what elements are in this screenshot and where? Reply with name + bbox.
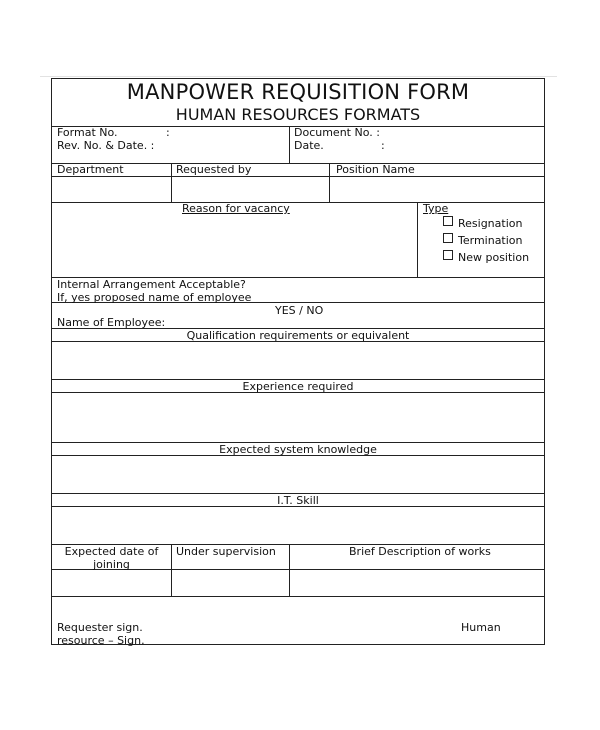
divider-row1-labels — [52, 176, 544, 177]
manpower-requisition-form — [51, 78, 545, 645]
format-no-label: Format No. — [57, 126, 118, 139]
internal-arrangement-label: Internal Arrangement Acceptable? — [57, 278, 246, 291]
form-title: MANPOWER REQUISITION FORM — [126, 80, 470, 104]
name-of-employee-label: Name of Employee: — [57, 316, 166, 329]
type-label: Type — [423, 202, 449, 215]
row1-split-2 — [329, 163, 330, 202]
termination-checkbox[interactable] — [443, 233, 453, 243]
yes-no-label: YES / NO — [275, 304, 324, 317]
page-top-rule — [40, 76, 557, 77]
rev-no-date-label: Rev. No. & Date. : — [57, 139, 155, 152]
header-split — [289, 126, 290, 163]
form-subtitle: HUMAN RESOURCES FORMATS — [175, 105, 421, 124]
human-label: Human — [461, 621, 501, 634]
qualification-label: Qualification requirements or equivalent — [186, 329, 410, 342]
proposed-name-label: If, yes proposed name of employee — [57, 291, 252, 304]
joining-label-line2: joining — [93, 558, 130, 571]
vacancy-split — [417, 202, 418, 277]
new-position-checkbox[interactable] — [443, 250, 453, 260]
system-knowledge-label: Expected system knowledge — [219, 443, 377, 456]
format-no-colon: : — [166, 126, 170, 139]
hr-sign-label: resource – Sign. — [57, 634, 145, 647]
divider-header — [52, 163, 544, 164]
requested-by-label: Requested by — [176, 163, 252, 176]
bottom-split-2 — [289, 544, 290, 596]
requester-sign-label: Requester sign. — [57, 621, 143, 634]
position-name-label: Position Name — [336, 163, 415, 176]
department-label: Department — [57, 163, 124, 176]
reason-for-vacancy-label: Reason for vacancy — [182, 202, 290, 215]
divider-bottom — [52, 596, 544, 597]
under-supervision-label: Under supervision — [176, 545, 276, 558]
date-colon: : — [381, 139, 385, 152]
divider-row1 — [52, 202, 544, 203]
date-label: Date. — [294, 139, 324, 152]
row1-split-1 — [171, 163, 172, 202]
resignation-checkbox[interactable] — [443, 216, 453, 226]
resignation-option: Resignation — [458, 217, 523, 230]
joining-label-line1: Expected date of — [64, 545, 159, 558]
experience-label: Experience required — [242, 380, 354, 393]
bottom-split-1 — [171, 544, 172, 596]
document-no-label: Document No. : — [294, 126, 380, 139]
termination-option: Termination — [458, 234, 523, 247]
brief-description-label: Brief Description of works — [349, 545, 491, 558]
it-skill-label: I.T. Skill — [277, 494, 319, 507]
new-position-option: New position — [458, 251, 530, 264]
